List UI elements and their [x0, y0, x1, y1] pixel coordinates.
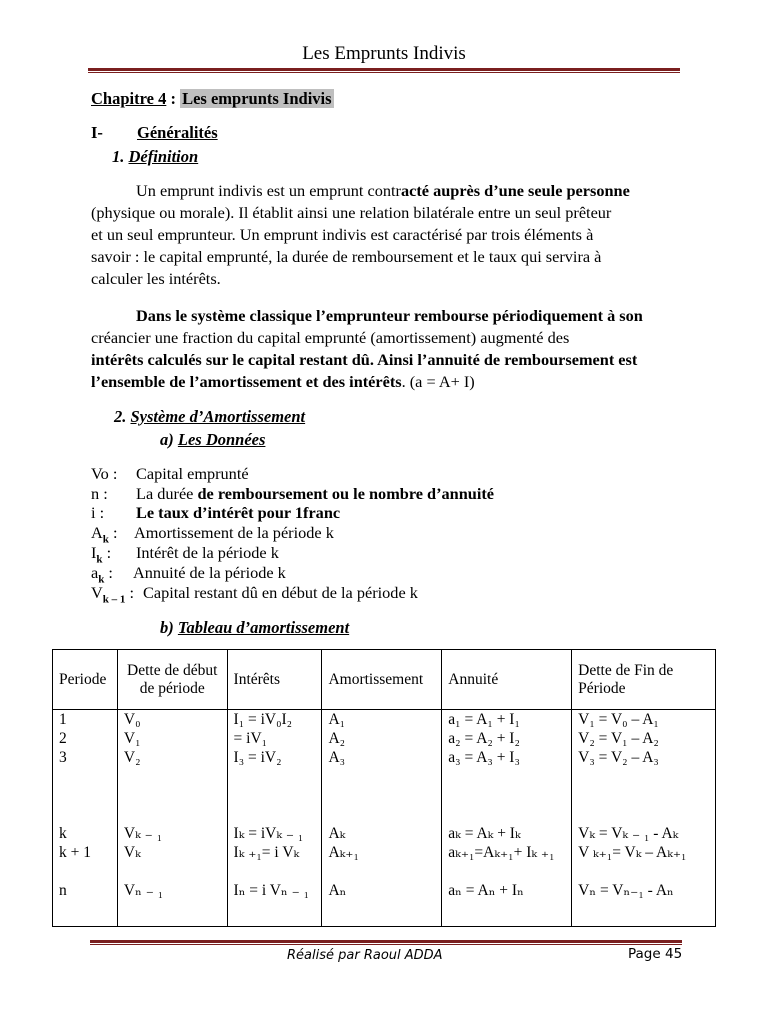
subsection-title: Système d’Amortissement [130, 407, 306, 426]
table-cell-line [328, 862, 441, 881]
section-heading [91, 123, 218, 143]
table-header: Dette de début de période [117, 650, 227, 710]
paragraph-system [91, 305, 681, 393]
paragraph-line: intérêts calculés sur le capital restant dû. Ainsi l’annuité de remboursement est [91, 350, 638, 369]
table-cell-line: I₁ = iV₀I₂ [233, 711, 293, 728]
col-dette-debut [117, 710, 227, 927]
table-cell-line [448, 767, 571, 786]
table-cell-line: a₃ = A₃ + I₃ [448, 749, 520, 766]
subsection-definition [112, 147, 198, 167]
table-cell-line [328, 767, 441, 786]
paragraph-line: calculer les intérêts. [91, 269, 221, 288]
table-cell-line: n [59, 882, 67, 899]
section-title: Généralités [137, 123, 218, 142]
table-cell-line: A₃ [328, 749, 346, 766]
table-cell-line: V₃ = V₂ – A₃ [578, 749, 659, 766]
variable-row: i : Le taux d’intérêt pour 1franc [91, 503, 341, 522]
table-cell-line [448, 805, 571, 824]
table-cell-line: V₁ = V₀ – A₁ [578, 711, 659, 728]
table-cell-line [578, 862, 715, 881]
table-cell-line: Aₖ₊₁ [328, 844, 359, 861]
table-cell-line: 1 [59, 711, 67, 728]
subsection-number: 2. [114, 407, 127, 426]
table-cell-line [234, 767, 322, 786]
variable-row: n : La durée de remboursement ou le nombre d’annuité [91, 484, 494, 503]
col-interets [227, 710, 322, 927]
table-cell-line: Iₙ = i Vₙ ₋ ₁ [233, 882, 310, 899]
footer-author: Réalisé par Raoul ADDA [287, 948, 443, 963]
col-amortissement [322, 710, 442, 927]
col-annuite [442, 710, 572, 927]
table-cell-line: Iₖ = iVₖ ₋ ₁ [233, 825, 304, 842]
page-number: Page 45 [628, 946, 683, 962]
table-cell-line: A₂ [328, 730, 346, 747]
table-cell-line: A₁ [328, 711, 346, 728]
table-cell-line [124, 786, 227, 805]
table-header-row [53, 650, 716, 710]
table-row [53, 710, 716, 927]
chapter-separator: : [166, 89, 181, 108]
table-cell-line: k + 1 [59, 844, 91, 861]
table-cell-line: 3 [59, 749, 67, 766]
table-cell-line: V ₖ₊₁= Vₖ – Aₖ₊₁ [578, 844, 687, 861]
chapter-number: Chapitre 4 [91, 89, 167, 108]
table-cell-line [448, 862, 571, 881]
paragraph-line: et un seul emprunteur. Un emprunt indivis est caractérisé par trois éléments à [91, 225, 594, 244]
subsection-systeme [114, 407, 305, 427]
subsection-number: 1. [112, 147, 125, 166]
table-header: Amortissement [322, 650, 442, 710]
table-cell-line [578, 786, 715, 805]
table-cell-line [59, 767, 117, 786]
table-cell-line [234, 805, 322, 824]
table-cell-line: V₂ = V₁ – A₂ [578, 730, 659, 747]
subsection-number: b) [160, 618, 174, 637]
col-periode [53, 710, 118, 927]
table-cell-line [124, 862, 227, 881]
table-cell-line: V₂ [123, 749, 141, 766]
table-cell-line: Vₖ ₋ ₁ [123, 825, 163, 842]
table-cell-line: a₁ = A₁ + I₁ [448, 711, 520, 728]
table-cell-line: Aₙ [328, 882, 347, 899]
variable-row: $V_{k - 1}$ : Capital restant dû en début de la période k [91, 583, 418, 606]
table-cell-line: Vₖ = Vₖ ₋ ₁ - Aₖ [578, 825, 679, 842]
table-header: Periode [53, 650, 118, 710]
paragraph-line: savoir : le capital emprunté, la durée de remboursement et le taux qui servira à [91, 247, 602, 266]
table-cell-line: = iV₁ [233, 730, 268, 747]
table-cell-line: I₃ = iV₂ [233, 749, 282, 766]
variable-row: $I_k$ : Intérêt de la période k [91, 543, 279, 566]
paragraph-line: (physique ou morale). Il établit ainsi une relation bilatérale entre un seul prêteur [91, 203, 612, 222]
chapter-title: Les emprunts Indivis [182, 89, 332, 108]
table-cell-line [124, 805, 227, 824]
variable-row: $a_k$ : Annuité de la période k [91, 563, 286, 586]
subsection-title: Les Données [177, 430, 266, 449]
table-cell-line: aₖ₊₁=Aₖ₊₁+ Iₖ ₊₁ [448, 844, 555, 861]
section-number: I- [91, 123, 103, 142]
header-rule-thin [88, 72, 680, 73]
variable-row: Vo : Capital emprunté [91, 464, 249, 483]
table-cell-line [234, 862, 322, 881]
table-cell-line [59, 805, 117, 824]
footer-rule-thin [90, 944, 682, 945]
chapter-heading [91, 89, 334, 109]
table-cell-line: Vₙ = Vₙ₋₁ - Aₙ [578, 882, 674, 899]
paragraph-line: Dans le système classique l’emprunteur rembourse périodiquement à son [136, 306, 643, 325]
table-cell-line [234, 786, 322, 805]
table-cell-line: aₙ = Aₙ + Iₙ [448, 882, 524, 899]
table-header: Annuité [442, 650, 572, 710]
table-cell-line: Iₖ ₊₁= i Vₖ [233, 844, 300, 861]
table-header: Dette de Fin de Période [572, 650, 716, 710]
subsection-number: a) [160, 430, 174, 449]
table-cell-line [578, 767, 715, 786]
subsection-title: Tableau d’amortissement [177, 618, 350, 637]
table-cell-line: Aₖ [328, 825, 346, 842]
table-cell-line [328, 786, 441, 805]
variable-row: $A_k$ : Amortissement de la période k [91, 523, 334, 546]
table-cell-line [59, 786, 117, 805]
table-cell-line [328, 805, 441, 824]
table-cell-line: a₂ = A₂ + I₂ [448, 730, 520, 747]
table-cell-line: 2 [59, 730, 67, 747]
amortization-table [52, 649, 716, 927]
subsection-tableau [160, 618, 349, 638]
subsection-donnees [160, 430, 265, 450]
table-cell-line: V₀ [123, 711, 141, 728]
table-cell-line: V₁ [123, 730, 141, 747]
table-cell-line [124, 767, 227, 786]
table-header: Intérêts [227, 650, 322, 710]
table-cell-line [59, 862, 117, 881]
paragraph-line: Un emprunt indivis est un emprunt contracté auprès d’une seule personne [136, 181, 630, 200]
col-dette-fin [572, 710, 716, 927]
paragraph-definition [91, 180, 681, 290]
table-cell-line [448, 786, 571, 805]
table-cell-line: Vₖ [123, 844, 141, 861]
subsection-title: Définition [128, 147, 199, 166]
paragraph-line: créancier une fraction du capital emprunté (amortissement) augmenté des [91, 328, 570, 347]
table-cell-line: k [59, 825, 67, 842]
running-header: Les Emprunts Indivis [302, 43, 466, 64]
table-cell-line [578, 805, 715, 824]
header-rule [88, 68, 680, 71]
table-cell-line: Vₙ ₋ ₁ [123, 882, 164, 899]
paragraph-line: l’ensemble de l’amortissement et des intérêts. (a = A+ I) [91, 372, 475, 391]
table-cell-line: aₖ = Aₖ + Iₖ [448, 825, 521, 842]
footer-rule [90, 940, 682, 943]
